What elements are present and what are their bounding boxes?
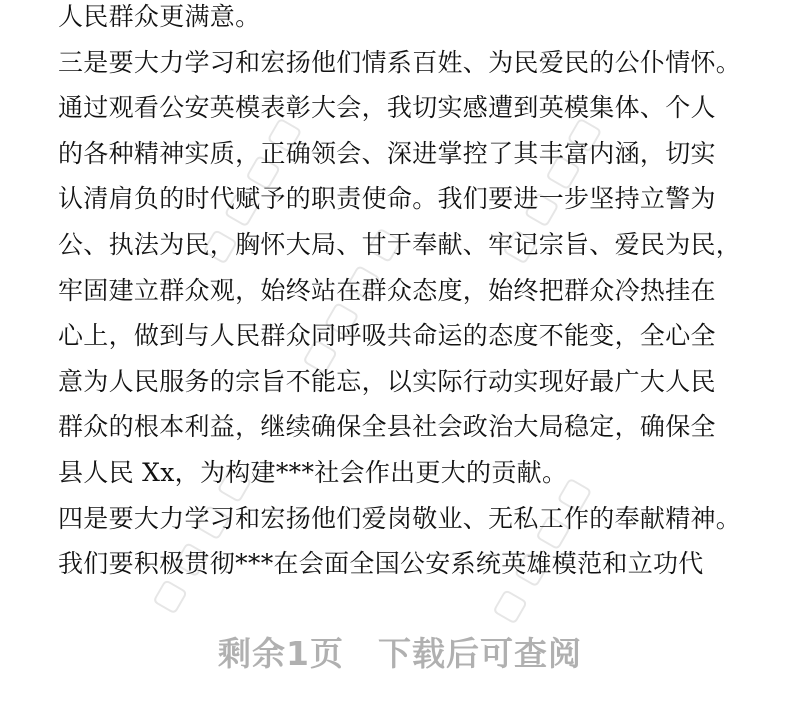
text-line: 心上，做到与人民群众同呼吸共命运的态度不能变，全心全 [58, 321, 716, 351]
watermark: ▢ ▢ ▢ ▢ [142, 460, 259, 620]
download-to-view-label[interactable]: 下载后可查阅 [377, 634, 582, 673]
text-line: 人民群众更满意。 [58, 2, 261, 31]
text-line: 我们要积极贯彻***在会面全国公安系统英雄模范和立功代 [58, 549, 704, 579]
watermark: ▢ ▢ ▢ ▢ [482, 470, 599, 630]
text-line: 群众的根本利益，继续确保全县社会政治大局稳定，确保全 [58, 412, 716, 442]
text-line: 牢固建立群众观，始终站在群众态度，始终把群众冷热挂在 [58, 275, 716, 305]
watermark: ▢ ▢ ▢ ▢ [292, 220, 409, 380]
text-line: 三是要大力学习和宏扬他们情系百姓、为民爱民的公仆情怀。 [58, 47, 742, 77]
text-line: 通过观看公安英模表彰大会，我切实感遭到英模集体、个人 [58, 93, 716, 123]
document-body [58, 0, 748, 587]
text-line: 县人民 Xx，为构建***社会作出更大的贡献。 [58, 457, 568, 487]
text-line: 意为人民服务的宗旨不能忘，以实际行动实现好最广大人民 [58, 366, 716, 396]
text-line: 四是要大力学习和宏扬他们爱岗敬业、无私工作的奉献精神。 [58, 503, 742, 533]
remaining-pages-label[interactable]: 剩余1页 [218, 634, 344, 673]
text-line: 的各种精神实质，正确领会、深进掌控了其丰富内涵，切实 [58, 138, 716, 168]
remaining-pages-banner[interactable] [0, 628, 800, 675]
text-line: 公、执法为民，胸怀大局、甘于奉献、牢记宗旨、爱民为民， [58, 229, 742, 259]
watermark: ▢ ▢ ▢ ▢ [192, 110, 309, 270]
text-line: 认清肩负的时代赋予的职责使命。我们要进一步坚持立警为 [58, 184, 716, 214]
watermark: ▢ ▢ ▢ ▢ [492, 110, 609, 270]
